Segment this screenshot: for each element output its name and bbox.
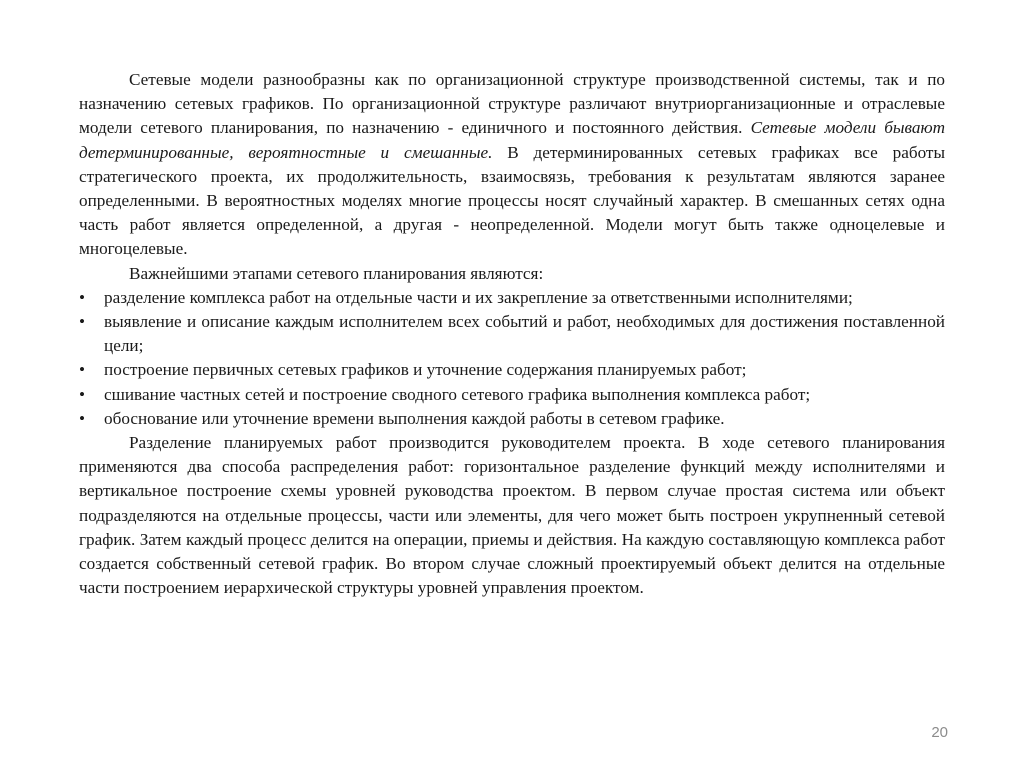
bullet-icon: • <box>79 408 86 428</box>
paragraph-text: В детерминированных сетевых графиках все работы стратегического проекта, их продолжительность, взаимосвязь, требования к результатам являются заранее определенными. В вероятностных моделях многие процессы носят случайный характер. В смешанных сетях одна часть работ является определенной, а другая - неопределенной. Модели могут быть также одноцелевые и многоцелевые. <box>79 142 945 259</box>
bullet-icon: • <box>79 312 86 332</box>
list-item <box>79 286 945 310</box>
bullet-icon: • <box>79 384 86 404</box>
list-item <box>79 407 945 431</box>
list-item-text: сшивание частных сетей и построение сводного сетевого графика выполнения комплекса работ; <box>104 384 811 404</box>
paragraph-work-division: Разделение планируемых работ производится руководителем проекта. В ходе сетевого планирования применяются два способа распределения работ: горизонтальное разделение функций между исполнителями и вертикальное построение схемы уровней руководства проектом. В первом случае простая система или объект подразделяются на отдельные процессы, части или элементы, для чего может быть построен укрупненный сетевой график. Затем каждый процесс делится на операции, приемы и действия. На каждую составляющую комплекса работ создается собственный сетевой график. Во втором случае сложный проектируемый объект делится на отдельные части построением иерархической структуры уровней управления проектом. <box>79 433 945 598</box>
bullet-icon: • <box>79 287 86 307</box>
list-item-text: разделение комплекса работ на отдельные части и их закрепление за ответственными исполнителями; <box>104 287 853 307</box>
list-item <box>79 383 945 407</box>
bullet-icon: • <box>79 360 86 380</box>
list-item <box>79 310 945 358</box>
paragraph-text: Сетевые модели разнообразны как по организационной структуре производственной системы, так и по назначению сетевых графиков. По организационной структуре различают внутриорганизационные и отраслевые модели сетевого планирования, по назначению - единичного и постоянного действия. <box>79 70 945 138</box>
paragraph-stages-intro: Важнейшими этапами сетевого планирования являются: <box>129 263 544 283</box>
paragraph-network-models <box>79 68 945 262</box>
page-number: 20 <box>931 724 948 741</box>
paragraph-italic-text: Сетевые модели бывают детерминированные, вероятностные и смешанные. <box>79 118 945 162</box>
list-item-text: построение первичных сетевых графиков и уточнение содержания планируемых работ; <box>104 360 747 380</box>
list-item-text: выявление и описание каждым исполнителем всех событий и работ, необходимых для достижения поставленной цели; <box>104 312 945 356</box>
slide-body <box>79 68 945 600</box>
list-item-text: обоснование или уточнение времени выполнения каждой работы в сетевом графике. <box>104 408 725 428</box>
list-item <box>79 358 945 382</box>
stages-list <box>79 286 945 431</box>
